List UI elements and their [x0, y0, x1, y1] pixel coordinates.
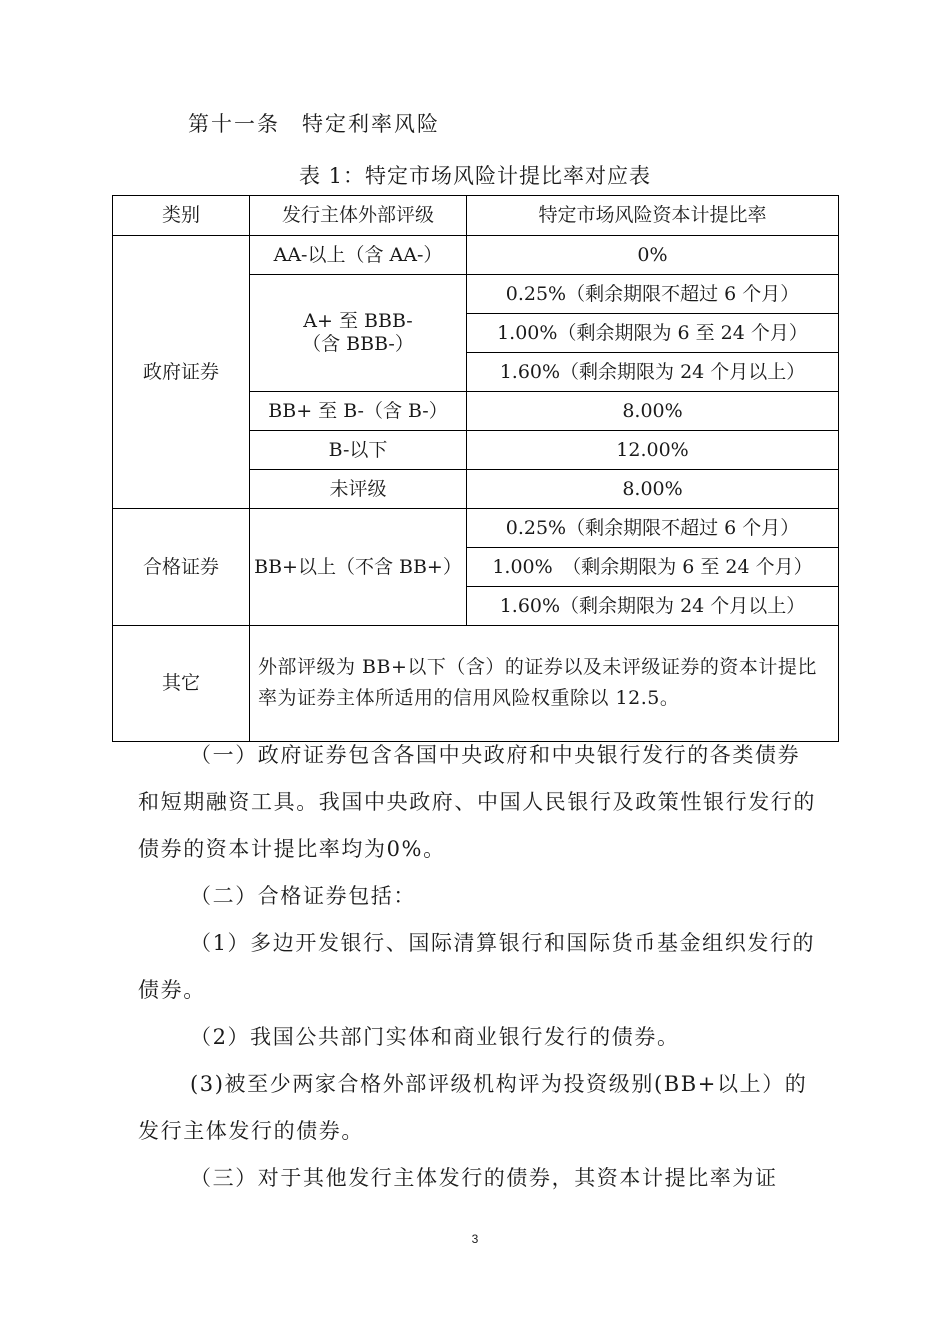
rate-cell: 1.00%（剩余期限为 6 至 24 个月） — [467, 314, 839, 353]
header-rating: 发行主体外部评级 — [250, 196, 467, 236]
article-number: 第十一条 — [188, 112, 280, 136]
rating-line: （含 BBB-） — [302, 333, 414, 355]
paragraph: (3)被至少两家合格外部评级机构评为投资级别(BB+以上）的发行主体发行的债券。 — [138, 1072, 808, 1143]
table-row — [113, 236, 839, 275]
rate-cell: 12.00% — [467, 431, 839, 470]
rate-cell: 8.00% — [467, 392, 839, 431]
rate-cell: 0% — [467, 236, 839, 275]
paragraph: （2）我国公共部门实体和商业银行发行的债券。 — [190, 1025, 680, 1049]
rating-cell: BB+ 至 B-（含 B-） — [250, 392, 467, 431]
rating-cell: BB+以上（不含 BB+） — [250, 509, 467, 626]
table-header-row — [113, 196, 839, 236]
rate-cell: 8.00% — [467, 470, 839, 509]
rating-cell: B-以下 — [250, 431, 467, 470]
rate-cell: 1.60%（剩余期限为 24 个月以上） — [467, 353, 839, 392]
rate-cell: 1.00% （剩余期限为 6 至 24 个月） — [467, 548, 839, 587]
rating-cell: AA-以上（含 AA-） — [250, 236, 467, 275]
category-other: 其它 — [113, 626, 250, 742]
paragraph: （三）对于其他发行主体发行的债券，其资本计提比率为证 — [190, 1166, 778, 1190]
rate-cell: 1.60%（剩余期限为 24 个月以上） — [467, 587, 839, 626]
paragraph: （二）合格证券包括： — [190, 884, 416, 908]
page-number: 3 — [471, 1232, 479, 1246]
rating-line: A+ 至 BBB- — [303, 310, 413, 333]
rate-cell: 0.25%（剩余期限不超过 6 个月） — [467, 275, 839, 314]
category-gov: 政府证券 — [113, 236, 250, 509]
article-title: 特定利率风险 — [302, 112, 440, 136]
paragraph: （一）政府证券包含各国中央政府和中央银行发行的各类债券和短期融资工具。我国中央政府、中国人民银行及政策性银行发行的债券的资本计提比率均为0%。 — [138, 743, 816, 861]
article-heading — [188, 108, 440, 138]
body-text — [138, 732, 818, 1202]
rating-cell — [250, 275, 467, 392]
other-description: 外部评级为 BB+以下（含）的证券以及未评级证券的资本计提比率为证券主体所适用的信用风险权重除以 12.5。 — [250, 626, 839, 742]
capital-ratio-table — [112, 195, 839, 742]
paragraph: （1）多边开发银行、国际清算银行和国际货币基金组织发行的债券。 — [138, 931, 816, 1002]
table-caption: 表 1：特定市场风险计提比率对应表 — [298, 164, 652, 188]
header-rate: 特定市场风险资本计提比率 — [467, 196, 839, 236]
table-row — [113, 509, 839, 548]
rate-cell: 0.25%（剩余期限不超过 6 个月） — [467, 509, 839, 548]
table-row — [113, 626, 839, 742]
category-qual: 合格证券 — [113, 509, 250, 626]
rating-cell: 未评级 — [250, 470, 467, 509]
header-category: 类别 — [113, 196, 250, 236]
